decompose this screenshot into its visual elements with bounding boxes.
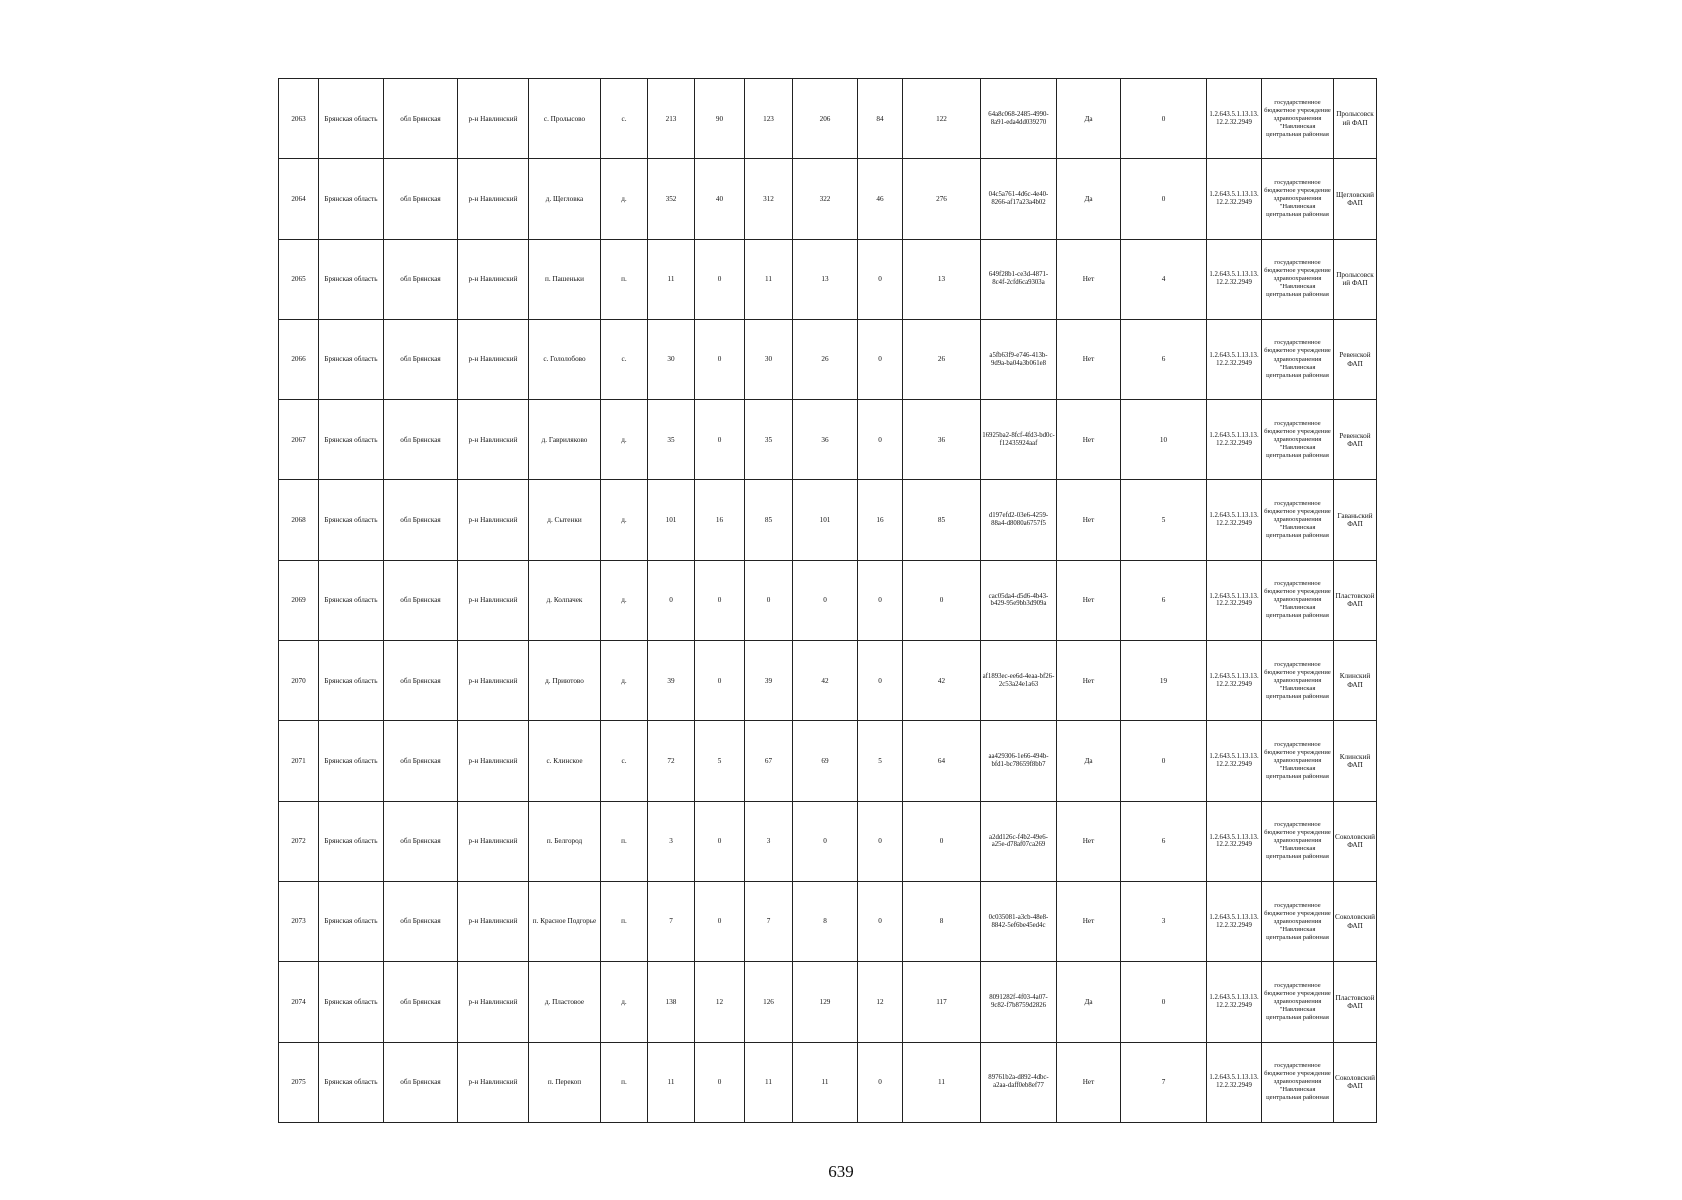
value-1-cell: 72 <box>648 721 695 801</box>
value-5-cell: 84 <box>858 79 903 159</box>
value-4-cell: 322 <box>793 159 858 239</box>
value-5-cell: 16 <box>858 480 903 560</box>
region-cell: Брянская область <box>319 1042 384 1122</box>
value-2-cell: 90 <box>695 79 745 159</box>
settlement-cell: д. Гавриляково <box>529 400 601 480</box>
value-2-cell: 40 <box>695 159 745 239</box>
value-6-cell: 64 <box>903 721 981 801</box>
count-cell: 0 <box>1121 962 1207 1042</box>
guid-cell: a2dd126c-f4b2-49e6-a25e-d78af07ca269 <box>981 801 1057 881</box>
oid-cell: 1.2.643.5.1.13.13.12.2.32.2949 <box>1207 641 1262 721</box>
value-5-cell: 46 <box>858 159 903 239</box>
row-number-cell: 2071 <box>279 721 319 801</box>
guid-cell: 16925ba2-8fcf-4fd3-bd0c-f12435924aaf <box>981 400 1057 480</box>
value-1-cell: 3 <box>648 801 695 881</box>
oblast-cell: обл Брянская <box>384 400 458 480</box>
region-cell: Брянская область <box>319 400 384 480</box>
district-cell: р-н Навлинский <box>458 319 529 399</box>
count-cell: 4 <box>1121 239 1207 319</box>
table-row <box>279 319 1377 399</box>
district-cell: р-н Навлинский <box>458 159 529 239</box>
fap-cell: Соколовский ФАП <box>1334 881 1377 961</box>
flag-cell: Нет <box>1057 400 1121 480</box>
oid-cell: 1.2.643.5.1.13.13.12.2.32.2949 <box>1207 159 1262 239</box>
region-cell: Брянская область <box>319 319 384 399</box>
value-5-cell: 0 <box>858 319 903 399</box>
organization-cell: государственное бюджетное учреждение здравоохранения "Навлинская центральная районная <box>1262 319 1334 399</box>
flag-cell: Да <box>1057 159 1121 239</box>
value-6-cell: 42 <box>903 641 981 721</box>
value-1-cell: 11 <box>648 1042 695 1122</box>
oblast-cell: обл Брянская <box>384 480 458 560</box>
organization-cell: государственное бюджетное учреждение здравоохранения "Навлинская центральная районная <box>1262 239 1334 319</box>
value-1-cell: 35 <box>648 400 695 480</box>
flag-cell: Нет <box>1057 239 1121 319</box>
count-cell: 0 <box>1121 159 1207 239</box>
value-3-cell: 67 <box>745 721 793 801</box>
settlements-table <box>278 78 1377 1123</box>
oblast-cell: обл Брянская <box>384 319 458 399</box>
flag-cell: Нет <box>1057 560 1121 640</box>
settlement-type-cell: п. <box>601 801 648 881</box>
value-6-cell: 0 <box>903 560 981 640</box>
value-1-cell: 138 <box>648 962 695 1042</box>
value-6-cell: 117 <box>903 962 981 1042</box>
settlement-cell: п. Красное Подгорье <box>529 881 601 961</box>
settlement-cell: п. Пашеньки <box>529 239 601 319</box>
oblast-cell: обл Брянская <box>384 159 458 239</box>
value-1-cell: 101 <box>648 480 695 560</box>
table-row <box>279 159 1377 239</box>
row-number-cell: 2072 <box>279 801 319 881</box>
row-number-cell: 2064 <box>279 159 319 239</box>
region-cell: Брянская область <box>319 962 384 1042</box>
value-2-cell: 0 <box>695 641 745 721</box>
organization-cell: государственное бюджетное учреждение здравоохранения "Навлинская центральная районная <box>1262 159 1334 239</box>
district-cell: р-н Навлинский <box>458 480 529 560</box>
guid-cell: cac05da4-d5d6-4b43-b429-95e9bb3d909a <box>981 560 1057 640</box>
value-2-cell: 0 <box>695 319 745 399</box>
table-row <box>279 641 1377 721</box>
region-cell: Брянская область <box>319 560 384 640</box>
settlement-type-cell: с. <box>601 319 648 399</box>
value-3-cell: 39 <box>745 641 793 721</box>
value-4-cell: 26 <box>793 319 858 399</box>
value-2-cell: 16 <box>695 480 745 560</box>
oid-cell: 1.2.643.5.1.13.13.12.2.32.2949 <box>1207 801 1262 881</box>
table-row <box>279 962 1377 1042</box>
oid-cell: 1.2.643.5.1.13.13.12.2.32.2949 <box>1207 79 1262 159</box>
value-3-cell: 312 <box>745 159 793 239</box>
oid-cell: 1.2.643.5.1.13.13.12.2.32.2949 <box>1207 881 1262 961</box>
fap-cell: Пластовской ФАП <box>1334 560 1377 640</box>
value-2-cell: 0 <box>695 801 745 881</box>
value-3-cell: 123 <box>745 79 793 159</box>
settlement-cell: д. Щегловка <box>529 159 601 239</box>
oblast-cell: обл Брянская <box>384 962 458 1042</box>
oblast-cell: обл Брянская <box>384 881 458 961</box>
value-5-cell: 5 <box>858 721 903 801</box>
oid-cell: 1.2.643.5.1.13.13.12.2.32.2949 <box>1207 239 1262 319</box>
guid-cell: a5fb63f9-e746-413b-9d9a-ba04a3b061e8 <box>981 319 1057 399</box>
count-cell: 6 <box>1121 560 1207 640</box>
value-2-cell: 5 <box>695 721 745 801</box>
settlement-cell: с. Клинское <box>529 721 601 801</box>
count-cell: 3 <box>1121 881 1207 961</box>
row-number-cell: 2074 <box>279 962 319 1042</box>
value-3-cell: 11 <box>745 1042 793 1122</box>
settlement-cell: д. Пластовое <box>529 962 601 1042</box>
organization-cell: государственное бюджетное учреждение здравоохранения "Навлинская центральная районная <box>1262 480 1334 560</box>
fap-cell: Щегловский ФАП <box>1334 159 1377 239</box>
district-cell: р-н Навлинский <box>458 801 529 881</box>
settlement-type-cell: д. <box>601 159 648 239</box>
value-2-cell: 12 <box>695 962 745 1042</box>
region-cell: Брянская область <box>319 721 384 801</box>
fap-cell: Ревенской ФАП <box>1334 319 1377 399</box>
value-3-cell: 11 <box>745 239 793 319</box>
value-6-cell: 26 <box>903 319 981 399</box>
value-1-cell: 39 <box>648 641 695 721</box>
table-row <box>279 881 1377 961</box>
value-3-cell: 85 <box>745 480 793 560</box>
count-cell: 0 <box>1121 721 1207 801</box>
organization-cell: государственное бюджетное учреждение здравоохранения "Навлинская центральная районная <box>1262 801 1334 881</box>
value-3-cell: 30 <box>745 319 793 399</box>
settlement-type-cell: с. <box>601 79 648 159</box>
organization-cell: государственное бюджетное учреждение здравоохранения "Навлинская центральная районная <box>1262 721 1334 801</box>
fap-cell: Соколовский ФАП <box>1334 801 1377 881</box>
value-2-cell: 0 <box>695 239 745 319</box>
guid-cell: 649f28b1-ce3d-4871-8c4f-2cfd6ca9303a <box>981 239 1057 319</box>
row-number-cell: 2073 <box>279 881 319 961</box>
region-cell: Брянская область <box>319 801 384 881</box>
value-4-cell: 11 <box>793 1042 858 1122</box>
table-row <box>279 79 1377 159</box>
value-4-cell: 8 <box>793 881 858 961</box>
table-row <box>279 239 1377 319</box>
settlement-cell: с. Пролысово <box>529 79 601 159</box>
oblast-cell: обл Брянская <box>384 560 458 640</box>
settlement-cell: п. Перекоп <box>529 1042 601 1122</box>
table-row <box>279 480 1377 560</box>
guid-cell: af1893ec-ee6d-4eaa-bf26-2c53a24e1a63 <box>981 641 1057 721</box>
value-6-cell: 11 <box>903 1042 981 1122</box>
region-cell: Брянская область <box>319 79 384 159</box>
table-row <box>279 400 1377 480</box>
flag-cell: Нет <box>1057 801 1121 881</box>
region-cell: Брянская область <box>319 239 384 319</box>
value-4-cell: 0 <box>793 560 858 640</box>
district-cell: р-н Навлинский <box>458 560 529 640</box>
district-cell: р-н Навлинский <box>458 400 529 480</box>
organization-cell: государственное бюджетное учреждение здравоохранения "Навлинская центральная районная <box>1262 962 1334 1042</box>
oblast-cell: обл Брянская <box>384 239 458 319</box>
fap-cell: Пластовской ФАП <box>1334 962 1377 1042</box>
organization-cell: государственное бюджетное учреждение здравоохранения "Навлинская центральная районная <box>1262 641 1334 721</box>
value-3-cell: 35 <box>745 400 793 480</box>
row-number-cell: 2065 <box>279 239 319 319</box>
value-5-cell: 0 <box>858 560 903 640</box>
count-cell: 19 <box>1121 641 1207 721</box>
guid-cell: 8091282f-4f03-4a07-9c82-f7b8759d2826 <box>981 962 1057 1042</box>
district-cell: р-н Навлинский <box>458 881 529 961</box>
settlement-cell: с. Гололобово <box>529 319 601 399</box>
value-1-cell: 0 <box>648 560 695 640</box>
value-4-cell: 0 <box>793 801 858 881</box>
oid-cell: 1.2.643.5.1.13.13.12.2.32.2949 <box>1207 480 1262 560</box>
fap-cell: Клинский ФАП <box>1334 721 1377 801</box>
flag-cell: Нет <box>1057 641 1121 721</box>
value-4-cell: 129 <box>793 962 858 1042</box>
region-cell: Брянская область <box>319 159 384 239</box>
value-1-cell: 30 <box>648 319 695 399</box>
organization-cell: государственное бюджетное учреждение здравоохранения "Навлинская центральная районная <box>1262 1042 1334 1122</box>
value-5-cell: 0 <box>858 641 903 721</box>
value-1-cell: 7 <box>648 881 695 961</box>
guid-cell: 89761b2a-d892-4dbc-a2aa-daff0eb8ef77 <box>981 1042 1057 1122</box>
district-cell: р-н Навлинский <box>458 721 529 801</box>
count-cell: 6 <box>1121 319 1207 399</box>
region-cell: Брянская область <box>319 881 384 961</box>
fap-cell: Гаваньский ФАП <box>1334 480 1377 560</box>
value-6-cell: 13 <box>903 239 981 319</box>
district-cell: р-н Навлинский <box>458 641 529 721</box>
value-5-cell: 0 <box>858 400 903 480</box>
value-4-cell: 13 <box>793 239 858 319</box>
oblast-cell: обл Брянская <box>384 801 458 881</box>
value-3-cell: 3 <box>745 801 793 881</box>
value-1-cell: 352 <box>648 159 695 239</box>
value-2-cell: 0 <box>695 1042 745 1122</box>
row-number-cell: 2070 <box>279 641 319 721</box>
fap-cell: Пролысовский ФАП <box>1334 79 1377 159</box>
district-cell: р-н Навлинский <box>458 239 529 319</box>
fap-cell: Ревенской ФАП <box>1334 400 1377 480</box>
value-2-cell: 0 <box>695 560 745 640</box>
row-number-cell: 2075 <box>279 1042 319 1122</box>
guid-cell: 04c5a761-4d6c-4e40-8266-af17a23a4b02 <box>981 159 1057 239</box>
value-5-cell: 0 <box>858 1042 903 1122</box>
table-body <box>279 79 1377 1123</box>
value-6-cell: 0 <box>903 801 981 881</box>
value-2-cell: 0 <box>695 400 745 480</box>
value-6-cell: 8 <box>903 881 981 961</box>
row-number-cell: 2066 <box>279 319 319 399</box>
settlement-cell: д. Сытенки <box>529 480 601 560</box>
settlement-type-cell: д. <box>601 641 648 721</box>
row-number-cell: 2069 <box>279 560 319 640</box>
oid-cell: 1.2.643.5.1.13.13.12.2.32.2949 <box>1207 560 1262 640</box>
page-number: 639 <box>828 1162 854 1181</box>
organization-cell: государственное бюджетное учреждение здравоохранения "Навлинская центральная районная <box>1262 400 1334 480</box>
oid-cell: 1.2.643.5.1.13.13.12.2.32.2949 <box>1207 721 1262 801</box>
settlement-type-cell: д. <box>601 480 648 560</box>
value-5-cell: 0 <box>858 801 903 881</box>
guid-cell: 64a8c068-2485-4990-8a91-eda4dd039270 <box>981 79 1057 159</box>
value-4-cell: 36 <box>793 400 858 480</box>
count-cell: 0 <box>1121 79 1207 159</box>
fap-cell: Пролысовский ФАП <box>1334 239 1377 319</box>
count-cell: 6 <box>1121 801 1207 881</box>
fap-cell: Клинский ФАП <box>1334 641 1377 721</box>
fap-cell: Соколовский ФАП <box>1334 1042 1377 1122</box>
row-number-cell: 2068 <box>279 480 319 560</box>
flag-cell: Да <box>1057 962 1121 1042</box>
region-cell: Брянская область <box>319 641 384 721</box>
settlement-type-cell: д. <box>601 560 648 640</box>
oblast-cell: обл Брянская <box>384 641 458 721</box>
district-cell: р-н Навлинский <box>458 79 529 159</box>
value-6-cell: 36 <box>903 400 981 480</box>
count-cell: 7 <box>1121 1042 1207 1122</box>
value-2-cell: 0 <box>695 881 745 961</box>
settlement-cell: д. Приютово <box>529 641 601 721</box>
organization-cell: государственное бюджетное учреждение здравоохранения "Навлинская центральная районная <box>1262 79 1334 159</box>
value-1-cell: 213 <box>648 79 695 159</box>
value-5-cell: 12 <box>858 962 903 1042</box>
flag-cell: Да <box>1057 721 1121 801</box>
oid-cell: 1.2.643.5.1.13.13.12.2.32.2949 <box>1207 400 1262 480</box>
oblast-cell: обл Брянская <box>384 79 458 159</box>
flag-cell: Да <box>1057 79 1121 159</box>
settlement-cell: п. Белгород <box>529 801 601 881</box>
flag-cell: Нет <box>1057 881 1121 961</box>
value-4-cell: 206 <box>793 79 858 159</box>
oblast-cell: обл Брянская <box>384 1042 458 1122</box>
settlement-cell: д. Колпачек <box>529 560 601 640</box>
guid-cell: aa429306-1e66-494b-bfd1-bc78659f8bb7 <box>981 721 1057 801</box>
guid-cell: 0c035081-a3cb-48e8-8842-5ef6be45ed4c <box>981 881 1057 961</box>
settlement-type-cell: с. <box>601 721 648 801</box>
table-row <box>279 1042 1377 1122</box>
value-1-cell: 11 <box>648 239 695 319</box>
region-cell: Брянская область <box>319 480 384 560</box>
flag-cell: Нет <box>1057 480 1121 560</box>
value-3-cell: 7 <box>745 881 793 961</box>
table-row <box>279 801 1377 881</box>
value-6-cell: 276 <box>903 159 981 239</box>
oblast-cell: обл Брянская <box>384 721 458 801</box>
value-3-cell: 126 <box>745 962 793 1042</box>
row-number-cell: 2067 <box>279 400 319 480</box>
value-6-cell: 85 <box>903 480 981 560</box>
count-cell: 10 <box>1121 400 1207 480</box>
oid-cell: 1.2.643.5.1.13.13.12.2.32.2949 <box>1207 1042 1262 1122</box>
value-6-cell: 122 <box>903 79 981 159</box>
district-cell: р-н Навлинский <box>458 1042 529 1122</box>
flag-cell: Нет <box>1057 319 1121 399</box>
value-5-cell: 0 <box>858 239 903 319</box>
district-cell: р-н Навлинский <box>458 962 529 1042</box>
settlement-type-cell: п. <box>601 239 648 319</box>
settlement-type-cell: п. <box>601 1042 648 1122</box>
value-3-cell: 0 <box>745 560 793 640</box>
settlement-type-cell: д. <box>601 400 648 480</box>
table-row <box>279 560 1377 640</box>
organization-cell: государственное бюджетное учреждение здравоохранения "Навлинская центральная районная <box>1262 881 1334 961</box>
oid-cell: 1.2.643.5.1.13.13.12.2.32.2949 <box>1207 962 1262 1042</box>
value-5-cell: 0 <box>858 881 903 961</box>
guid-cell: d197efd2-03e6-4259-88a4-d8080a6757f5 <box>981 480 1057 560</box>
table-row <box>279 721 1377 801</box>
count-cell: 5 <box>1121 480 1207 560</box>
value-4-cell: 42 <box>793 641 858 721</box>
row-number-cell: 2063 <box>279 79 319 159</box>
value-4-cell: 69 <box>793 721 858 801</box>
organization-cell: государственное бюджетное учреждение здравоохранения "Навлинская центральная районная <box>1262 560 1334 640</box>
settlement-type-cell: д. <box>601 962 648 1042</box>
oid-cell: 1.2.643.5.1.13.13.12.2.32.2949 <box>1207 319 1262 399</box>
flag-cell: Нет <box>1057 1042 1121 1122</box>
value-4-cell: 101 <box>793 480 858 560</box>
settlement-type-cell: п. <box>601 881 648 961</box>
